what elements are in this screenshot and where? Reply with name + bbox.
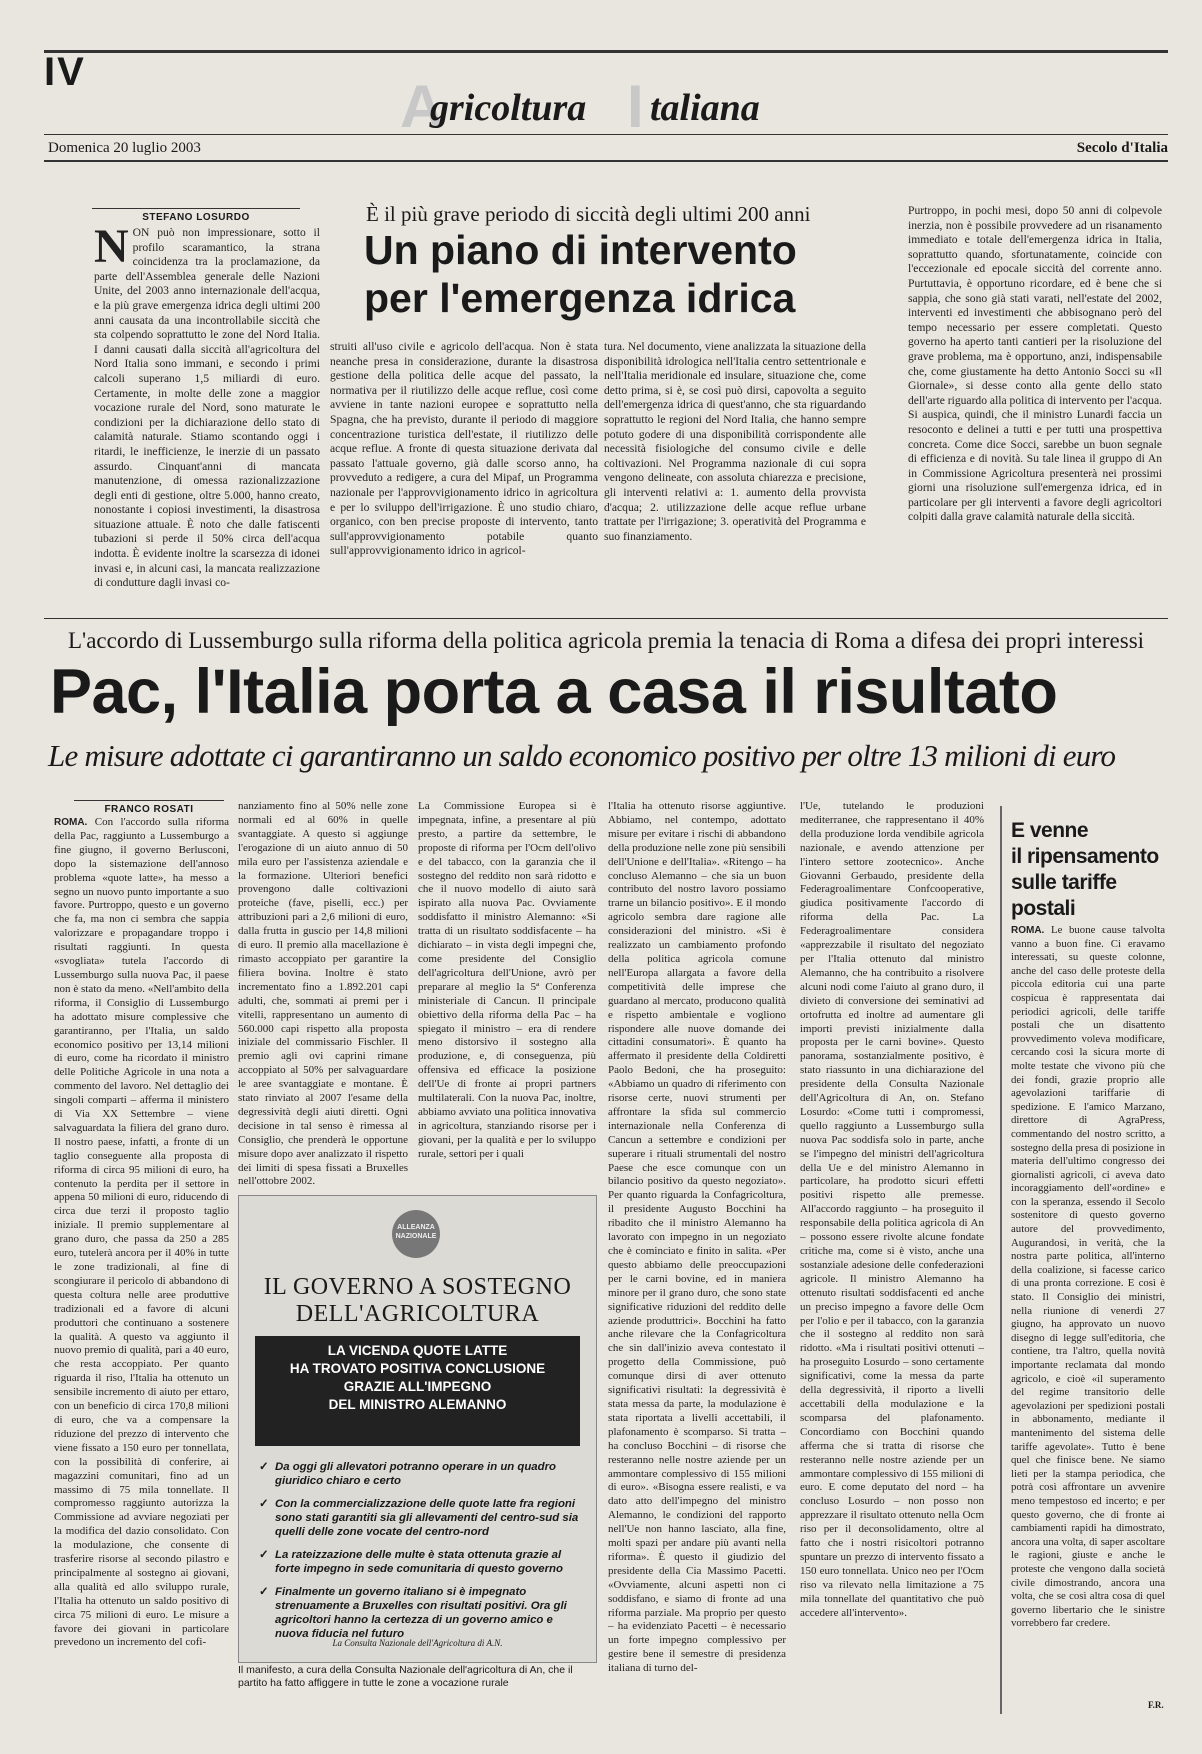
- article2-col1-text: Con l'accordo sulla riforma della Pac, raggiunto a Lussemburgo a fine giugno, il governo Berlusconi, dopo la sistemazione dell'annoso problema «quote latte», ha messo a segno un nuovo punto importante a suo favore. Purtroppo, questo e un governo che fa, ma non ci sembra che sappia valorizzare e propagandare troppo i risultati raggiunti. In questa «svogliata» tutela l'accordo di Lussemburgo sulla nuova Pac, il paese non è stato da meno. «Nell'ambito della riforma, il Consiglio di Lussemburgo ha adottato misure complessive che garantiranno, per l'Italia, un saldo economico positivo per 13,14 milioni di euro, come ha ricordato il ministro delle Politiche Agricole in una nota a commento del lavoro. Nel dettaglio dei singoli comparti – afferma il ministero di Via XX Settembre – viene salvaguardata la filiera del grano duro. Il nostro paese, infatti, a fronte di un taglio conseguente alla proposta di riforma di circa 95 milioni di euro, ha contenuto la perdita per il settore in appena 50 milioni di euro, riducendo di circa due terzi il proposto taglio iniziale. Il premio supplementare al grano duro, che passa da 250 a 285 euro, tutelerà ancora per il 40% in tutte le zone tradizionali, al fine di scongiurare il pericolo di abbandono di questa coltura nelle aree produttive tradizionali ed a favore di alcuni produttori che continuano a sostenere la qualità. A questo va aggiunto il nuovo premio di qualità, pari a 40 euro, che resta accoppiato. Per quanto riguarda il riso, l'Italia ha ottenuto un sensibile incremento di aiuto per ettaro, con un beneficio di circa 170,8 milioni di euro, che va a compensare la riduzione del prezzo di intervento che viene fissato a 150 euro per tonnellata, con la possibilità di conferire, ai magazzini comunitari, fino ad un massimo di 75 mila tonnellate. Il compromesso raggiunto autorizza la Commissione ad avviare negoziati per la modifica del dazio consolidato. Con la modulazione, che consente di trasferire risorse al secondo pilastro e principalmente al sostegno ai giovani, alla qualità ed allo sviluppo rurale, l'Italia ha ottenuto un saldo positivo di circa 75 milioni di euro. Le misure a favore dei giovani in particolare prevedono un incremento del cofi-: [54, 816, 230, 1649]
- alleanza-nazionale-logo-icon: ALLEANZA NAZIONALE: [392, 1210, 440, 1258]
- article1-column-3: [604, 340, 866, 616]
- article2-col4-text: l'Italia ha ottenuto risorse aggiuntive. Abbiamo, nel contempo, adottato misure per evitare i rischi di abbandono della produzione nelle zone più sensibili dell'Unione e dell'Italia». «Ritengo – ha concluso Alemanno – che sia un buon contributo del nostro lavoro possiamo trarne un bilancio positivo». E il mondo agricolo sembra dare ragione alle considerazioni del ministro. «Si è realizzato un cambiamento profondo della politica agricola comune nell'Europa allargata a favore della competitività delle imprese che guardano al mercato, producono qualità e rispetto ambientale e vogliono rispondere alle nuove domande dei cittadini consumatori». È quanto ha affermato il presidente della Coldiretti Paolo Bedoni, che ha proseguito: «Abbiamo un quadro di riferimento con risorse certe, nuovi strumenti per affrontare la sfida sul commercio internazionale nella Conferenza di Cancun a settembre e condizioni per superare i rituali strumentali del nostro Paese che esce comunque con un bilancio positivo da questo negoziato». Per quanto riguarda la Confagricoltura, il presidente Augusto Bocchini ha ribadito che il ministro Alemanno ha lavorato con impegno in un negoziato che è cominciato e finito in salita. «Per questo abbiamo delle preoccupazioni per le carni bovine, ed in maniera minore per il grano duro, che sono state significative riduzioni del reddito delle aziende produttrici». Bocchini ha fatto anche rilevare che la Confagricoltura che sin dall'inizio aveva contestato il progetto della Commissione, può comunque dirsi di aver ottenuto significativi risultati: la degressività è stata messa da parte, la modulazione è stata riportata a livelli accettabili, il plafonamento è scomparso. Si tratta – ha concluso Bocchini – di risorse che resteranno nelle nostre aziende per un ammontare complessivo di 155 milioni di euro». «Bisogna essere realisti, e va dato atto dell'impegno del ministro Alemanno, le condizioni del rapporto nell'Ue non hanno lasciato, alla fine, molti spazi per andare più avanti nella riforma». È questo il giudizio del presidente della Cia Massimo Pacetti. «Ovviamente, alcuni aspetti non ci soddisfano, e siamo di fronte ad una riforma parziale. Ma proprio per questo – ha evidenziato Pacetti – è necessario un forte impegno complessivo per gestire bene il semestre di presidenza italiana di turno del-: [608, 800, 786, 1675]
- advert-title-line2: DELL'AGRICOLTURA: [295, 1301, 540, 1327]
- article1-byline: STEFANO LOSURDO: [92, 208, 300, 223]
- article1-column-4: [908, 204, 1162, 616]
- sidebar-dateline: ROMA.: [1011, 925, 1045, 936]
- section-word-2: taliana: [650, 87, 760, 129]
- section-title: [400, 73, 820, 140]
- header-rule-bottom: [44, 160, 1168, 162]
- section-divider: [44, 618, 1168, 619]
- advert-bullet-list: [275, 1460, 581, 1650]
- article2-column-1: [54, 816, 229, 1720]
- article2-kicker: L'accordo di Lussemburgo sulla riforma della politica agricola premia la tenacia di Roma a difesa dei propri interessi: [68, 628, 1145, 653]
- header-rule: [44, 134, 1168, 135]
- advert-signature: La Consulta Nazionale dell'Agricoltura di A.N.: [332, 1638, 503, 1648]
- advert-band-line1: LA VICENDA QUOTE LATTE: [327, 1343, 508, 1358]
- article1-headline: [364, 226, 844, 322]
- article1-col4-text: Purtroppo, in pochi mesi, dopo 50 anni di colpevole inerzia, non è possibile provvedere ad un risanamento immediato e totale dell'emergenza idrica in Italia, soprattutto quando, sfortunatamente, coincide con l'eccezionale ed epocale siccità del corrente anno. Purtuttavia, è opportuno ricordare, ed è bene che si sappia, che sono già stati varati, nell'estate del 2002, interventi ed investimenti che abbisognano però del tempo necessario per essere completati. Questo governo ha aperto tanti cantieri per la risoluzione del grave problema, ma è opportuno, anzi, indispensabile che, come giustamente ha detto Antonio Socci su «Il Giornale», si desse conto alla gente dello stato dell'arte riguardo alla politica di intervento per l'acqua. Si auspica, quindi, che il ministro Lunardi faccia un resoconto e delinei a tutti e per tutti una prospettiva concreta. Come dice Socci, sarebbe un buon segnale di efficienza e di novità. Su tale linea il gruppo di An in Commissione Agricoltura presenterà nei prossimi giorni una risoluzione sull'emergenza idrica, ed in particolare per gli interventi a favore degli agricoltori colpiti dalla grave calamità naturale della siccità.: [908, 204, 1162, 524]
- advertisement-poster: [238, 1195, 597, 1663]
- article2-column-2: [238, 800, 408, 1188]
- section-initial-a: A: [400, 73, 444, 140]
- article1-kicker: È il più grave periodo di siccità degli ultimi 200 anni: [366, 202, 811, 226]
- sidebar-headline: [1011, 818, 1166, 922]
- advert-bullet: ✓ La rateizzazione delle multe è stata ottenuta grazie al forte impegno in sede comunitaria di questo governo: [275, 1548, 581, 1576]
- sidebar-signature: F.R.: [1148, 1700, 1164, 1710]
- sidebar-headline-line2: il ripensamento: [1011, 845, 1159, 868]
- issue-date: Domenica 20 luglio 2003: [48, 140, 201, 156]
- article2-subhead: Le misure adottate ci garantiranno un saldo economico positivo per oltre 13 milioni di euro: [48, 738, 1116, 773]
- advert-bullet: ✓ Da oggi gli allevatori potranno operare in un quadro giuridico chiaro e certo: [275, 1460, 581, 1488]
- sidebar-body: Le buone cause talvolta vanno a buon fine. Ci eravamo interessati, su queste colonne, anche del caso delle proteste della piccola editoria cui una parte cospicua è rappresentata dai periodici agricoli, delle tariffe postali che un disattento provvedimento voleva modificare, cercando così la sicura morte di molte testate che vivono più che dei fondi, grazie proprio alle agevolazioni tariffarie di spedizione. E l'amico Marzano, direttore di AgraPress, commentando del nostro scritto, a sostegno della presa di posizione in materia dell'ultimo congresso dei giornalisti agricoli, ci aveva dato incoraggiamento dell'«ordine» e con la speranza, essendo il Secolo sostenitore di questo governo autore del provvedimento, Augurandosi, in verità, che la nostra parte politica, all'interno della coalizione, si facesse carico di una pronta correzione. E così è stato. Il Consiglio dei ministri, nella riunione di venerdì 27 giugno, ha approvato un nuovo disegno di legge sull'editoria, che contiene, tra l'altro, quella novità importante reclamata dal mondo agricolo, e cioè «il superamento del regime transitorio delle agevolazioni per spedizioni postali in abbonamento, mediante il mantenimento del sistema delle tariffe agevolate». Tutto è bene quel che finisce bene. Ne siamo lieti per la stampa periodica, che potrà così affrontare un avvenire meno tempestoso ed incerto; e per questo governo, che di fronte ai cambiamenti rapidi ha dimostrato, ancora una volta, di saper ascoltare le ragioni, giuste e anche le proteste che vengono dalla società civile dimostrando, ancora una volta, che se così altra cosa di quel governo libertario che le sinistre vorrebbero far credere.: [1011, 924, 1166, 1630]
- article1-col2-text: struiti all'uso civile e agricolo dell'acqua. Non è stata neanche presa in considerazione, durante la disastrosa gestione della politica delle acque del passato, la normativa per il riutilizzo delle acque reflue, così come avviene in tante nazioni europee e soprattutto nella Spagna, che ha previsto, durante il periodo di maggiore concentrazione turistica dell'estate, il riutilizzo delle acque reflue. A fronte di questa situazione derivata dal passato l'attuale governo, già dalle scorso anno, ha provveduto a redigere, a cura del Mipaf, un Programma nazionale per l'approvvigionamento idrico in agricoltura e per lo sviluppo dell'irrigazione. È uno studio chiaro, organico, con ben precise proposte di intervento, tanto sull'approvvigionamento potabile quanto sull'approvvigionamento idrico in agricol-: [330, 340, 598, 558]
- advert-bullet: ✓ Con la commercializzazione delle quote latte fra regioni sono stati garantiti sia gli allevamenti del centro-sud sia quelli delle zone vocate del centro-nord: [275, 1497, 581, 1539]
- article2-headline: Pac, l'Italia porta a casa il risultato: [50, 657, 1058, 727]
- page-number: IV: [44, 50, 86, 94]
- article2-col2-text: nanziamento fino al 50% nelle zone normali ed al 60% in quelle svantaggiate. A questo si aggiunge l'erogazione di un aiuto annuo di 50 mila euro per l'assistenza aziendale e la formazione. Ulteriori benefici provengono dalle coltivazioni proteiche (fave, piselli, ecc.) per attribuzioni pari a 2,6 milioni di euro, dalla frutta in guscio per 14,8 milioni di euro. Il premio alla macellazione è rimasto accoppiato per garantire la filiera bovina. Inoltre è stato incrementato fino a 1.892.201 capi adulti, che, sommati ai premi per i vitelli, rappresentano un aumento di 560.000 capi rispetto alla proposta iniziale del commissario Fischler. Il premio agli ovi caprini rimane accoppiato al 50% per salvaguardare le aree svantaggiate e montane. È stato rinviato al 2007 l'esame della degressività degli aiuti diretti. Ogni decisione in tal senso è rimessa al Consiglio, che prenderà le opportune misure dopo aver analizzato il rispetto dei limiti di spesa fissati a Bruxelles nell'ottobre 2002.: [238, 800, 408, 1188]
- article1-headline-line2: per l'emergenza idrica: [364, 275, 796, 321]
- article1-headline-line1: Un piano di intervento: [364, 227, 797, 273]
- article2-column-4: [608, 800, 786, 1720]
- newspaper-name: Secolo d'Italia: [1076, 140, 1168, 156]
- sidebar-text: [1011, 924, 1165, 1698]
- advert-band-line3: GRAZIE ALL'IMPEGNO: [343, 1379, 492, 1394]
- top-rule: [44, 50, 1168, 53]
- advert-caption: Il manifesto, a cura della Consulta Nazionale dell'agricoltura di An, che il partito ha fatto affiggere in tutte le zone a vocazione rurale: [238, 1664, 573, 1689]
- advert-bullet: ✓ Finalmente un governo italiano si è impegnato strenuamente a Bruxelles con risultati positivi. Ora gli agricoltori hanno la certezza di un governo amico e nuova fiducia nel futuro: [275, 1585, 581, 1641]
- section-word-1: gricoltura: [430, 87, 587, 129]
- article1-column-1: [94, 220, 320, 614]
- sidebar-headline-line1: E venne: [1011, 819, 1089, 842]
- section-initial-i: I: [627, 73, 644, 140]
- article2-col3-text: La Commissione Europea si è impegnata, infine, a presentare al più presto, a partire da settembre, le proposte di riforma per l'Ocm dell'olivo e del tabacco, con la garanzia che il sostegno del reddito non sarà ridotto e che il nuovo modello di aiuto sarà ispirato alla nuova Pac. Ovviamente soddisfatto il ministro Alemanno: «Si tratta di un risultato soddisfacente – ha dichiarato – in vista degli impegni che, come presidente del Consiglio dell'agricoltura dell'Unione, avrò per preparare al meglio la 5ª Conferenza ministeriale di Cancun. Il principale obiettivo della riforma della Pac – ha spiegato il ministro – era di rendere meno distorsivo il sostegno alla produzione, e, di conseguenza, più offensiva ed efficace la posizione dell'Ue di fronte ai propri partners multilaterali. Con la nuova Pac, inoltre, abbiamo avviato una politica innovativa in agricoltura, stanziando risorse per i giovani, per la qualità e per lo sviluppo rurale, settori per i quali: [418, 800, 596, 1160]
- sidebar-headline-line4: postali: [1011, 897, 1076, 920]
- sidebar-headline-line3: sulle tariffe: [1011, 871, 1117, 894]
- article2-dateline: ROMA.: [54, 817, 88, 828]
- advert-title: [249, 1274, 586, 1328]
- advert-band-line4: DEL MINISTRO ALEMANNO: [328, 1397, 507, 1412]
- advert-band: [255, 1336, 580, 1446]
- article1-column-2: [330, 340, 598, 616]
- article1-dropcap: N: [94, 220, 129, 273]
- article2-col5-text: l'Ue, tutelando le produzioni mediterranee, che rappresentano il 40% della produzione lorda vendibile agricola nazionale, e avendo attenzione per l'intero settore zootecnico». Anche Giovanni Gerbaudo, presidente della Federagroalimentare Confcooperative, giudica positivamente l'accordo di riforma della Pac. La Federagroalimentare considera «apprezzabile il risultato del negoziato per l'Italia ottenuto dal ministro Alemanno, che ha contribuito a risolvere alcuni nodi come l'aiuto al grano duro, il divieto di conversione dei seminativi ad ortofrutta ed inoltre ad aumentare gli importi previsti inizialmente dalla proposta per le carni bovine». Questo panorama, sostanzialmente positivo, è stato riassunto in una dichiarazione del presidente della Consulta Nazionale dell'Agricoltura di An, on. Stefano Losurdo: «Come tutti i compromessi, quello raggiunto a Lussemburgo sulla nuova Pac soddisfa solo in parte, anche se l'impegno del ministri dell'agricoltura della Ue e del ministro Alemanno in particolare, ha prodotto sicuri effetti positivi rispetto alle premesse. All'accordo raggiunto – ha proseguito il responsabile della politica agricola di An – possono essere rivolte alcune fondate critiche ma, come si è visto, anche una sostanziale adesione delle confederazioni agricole. Il ministro Alemanno ha ottenuto risultati soddisfacenti ed anche un preciso impegno a favore delle Ocm per l'olio e per il tabacco, con la garanzia che il sostegno al reddito non sarà ridotto. «Ma i risultati positivi ottenuti – ha proseguito Losurdo – sono certamente significativi, come la messa da parte della degressività, il riporto a livelli accettabili della modulazione e la scomparsa del plafonamento. Concordiamo con Bocchini quando afferma che si tratta di risorse che resteranno nelle nostre aziende per un ammontare complessivo di 155 milioni di euro. E come deputato del nord – ha concluso Losurdo – non posso non apprezzare il risultato ottenuto nella Ocm riso per il deconsolidamento, oltre al fatto che i nostri risicoltori potranno spuntare un prezzo di intervento fissato a 150 euro tonnellata. Unico neo per l'Ocm riso va rilevato nella limitazione a 75 mila tonnellate del quantitativo che può accedere all'intervento».: [800, 800, 984, 1619]
- article2-column-5: [800, 800, 984, 1720]
- article1-col3-text: tura. Nel documento, viene analizzata la situazione della disponibilità idrologica nell'Italia centro settentrionale e nell'Italia meridionale ed insulare, situazione che, come detto prima, si è, se così può dirsi, capovolta a seguito dell'emergenza idrica di quest'anno, che sta riguardando soprattutto le regioni del Nord Italia, che hanno sempre potuto godere di una disponibilità corrispondente alle necessità fisiologiche del consumo civile e delle coltivazioni. Nel Programma nazionale di cui sopra vengono delineate, con assoluta chiarezza e precisione, gli interventi relativi a: 1. aumento della provvista d'acqua; 2. utilizzazione delle acque reflue urbane trattate per l'irrigazione; 3. operatività del Programma e suo finanziamento.: [604, 340, 866, 543]
- article2-byline: FRANCO ROSATI: [74, 800, 224, 815]
- article1-col1-text: ON può non impressionare, sotto il profilo scaramantico, la strana coincidenza tra la proclamazione, da parte dell'Assemblea generale delle Nazioni Unite, del 2003 anno internazionale dell'acqua, e la più grave emergenza idrica degli ultimi 200 anni causata da una incontrollabile siccità che sta colpendo soprattutto le zone del Nord Italia. I danni causati dalla siccità all'agricoltura del Nord Italia sono immani, e secondo i primi calcoli superano 1,5 miliardi di euro. Certamente, in molte delle zone a maggior vocazione rurale del Nord, sono maturate le condizioni per la dichiarazione dello stato di calamità naturale. Stiamo scontando oggi i ritardi, le inefficienze, le inerzie di un passato assurdo. Cinquant'anni di mancata manutenzione, di omessa razionalizzazione degli enti di gestione, oltre 5.000, hanno creato, nonostante i copiosi investimenti, la disastrosa situazione attuale. È noto che dalle fatiscenti tubazioni si perde il 50% circa dell'acqua indotta. È evidente inoltre la scarsezza di idonei invasi e, in alcuni casi, la mancata realizzazione di condutture dagli invasi co-: [94, 226, 320, 590]
- advert-band-line2: HA TROVATO POSITIVA CONCLUSIONE: [289, 1361, 546, 1376]
- advert-title-line1: IL GOVERNO A SOSTEGNO: [263, 1274, 572, 1300]
- article2-column-3: [418, 800, 596, 1180]
